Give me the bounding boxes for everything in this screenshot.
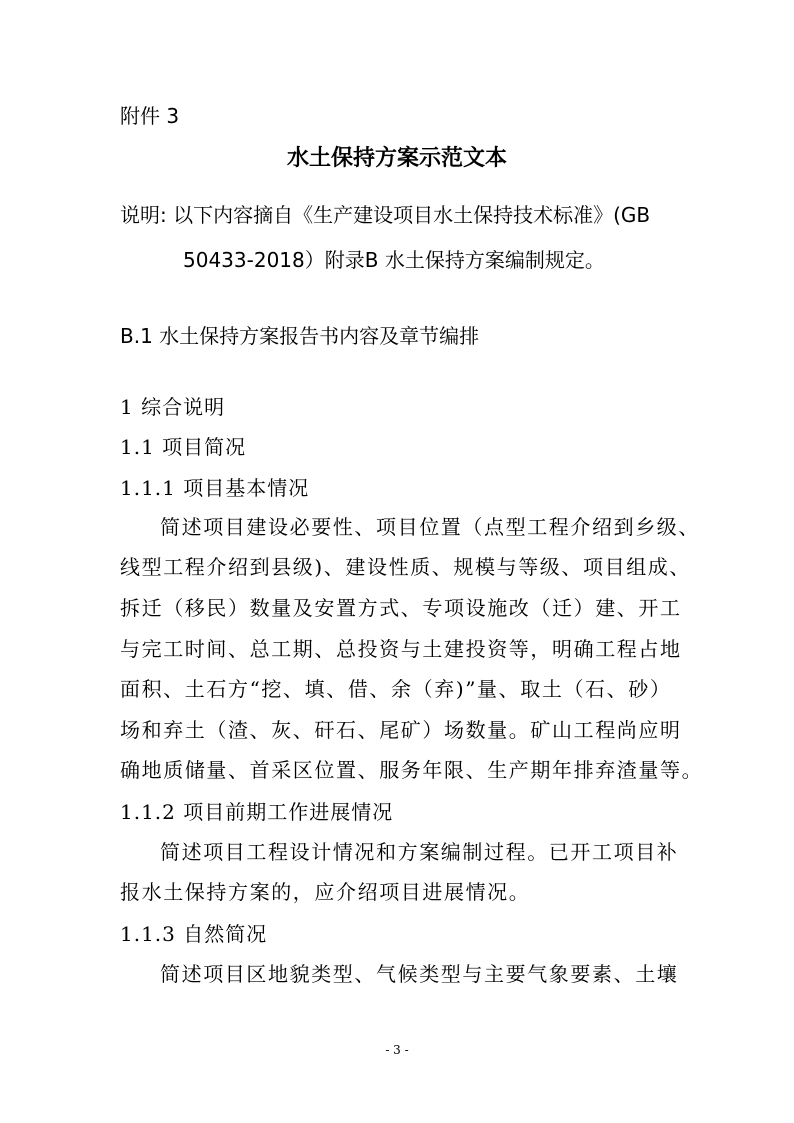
heading-1: 1 综合说明	[120, 395, 226, 419]
section-heading: B.1 水土保持方案报告书内容及章节编排	[120, 324, 480, 348]
paragraph-line: 报水土保持方案的，应介绍项目进展情况。	[120, 880, 531, 904]
page-number: - 3 -	[385, 1043, 409, 1057]
paragraph-line: 线型工程介绍到县级)、建设性质、规模与等级、项目组成、	[120, 555, 692, 579]
paragraph-line: 确地质储量、首采区位置、服务年限、生产期年排弃渣量等。	[120, 758, 704, 782]
paragraph-line: 简述项目建设必要性、项目位置（点型工程介绍到乡级、	[160, 515, 700, 539]
attachment-label: 附件 3	[120, 104, 180, 128]
paragraph-line: 简述项目工程设计情况和方案编制过程。已开工项目补	[160, 840, 679, 864]
paragraph-line: 与完工时间、总工期、总投资与土建投资等，明确工程占地	[120, 637, 682, 661]
note-line-2: 50433-2018）附录B 水土保持方案编制规定。	[183, 248, 605, 272]
paragraph-line: 面积、土石方“挖、填、借、余（弃)”量、取土（石、砂）	[120, 677, 672, 701]
paragraph-line: 简述项目区地貌类型、气候类型与主要气象要素、土壤	[160, 962, 679, 986]
paragraph-line: 拆迁（移民）数量及安置方式、专项设施改（迁）建、开工	[120, 596, 682, 620]
page-title: 水土保持方案示范文本	[286, 145, 507, 171]
note-line-1: 说明: 以下内容摘自《生产建设项目水土保持技术标准》(GB	[120, 203, 651, 227]
paragraph-line: 场和弃土（渣、灰、矸石、尾矿）场数量。矿山工程尚应明	[120, 718, 682, 742]
heading-1-1-3: 1.1.3 自然简况	[120, 922, 268, 946]
heading-1-1: 1.1 项目简况	[120, 435, 247, 459]
heading-1-1-1: 1.1.1 项目基本情况	[120, 476, 310, 500]
heading-1-1-2: 1.1.2 项目前期工作进展情况	[120, 800, 394, 824]
